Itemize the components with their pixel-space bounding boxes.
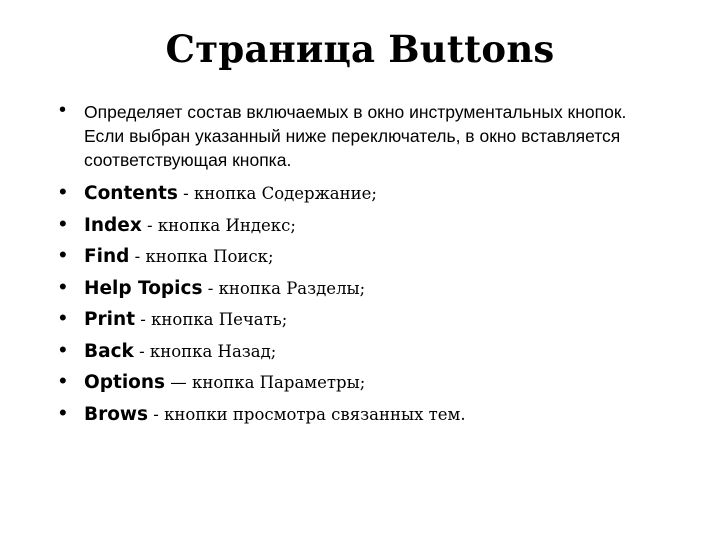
bullet-dot: • [59, 336, 67, 362]
button-name: Options [84, 372, 166, 393]
button-name: Find [84, 246, 130, 267]
bullet-item-back [0, 336, 720, 364]
bullet-dot: • [59, 273, 67, 299]
intro-bullet [0, 100, 720, 172]
button-description: - кнопка Разделы; [202, 278, 366, 298]
slide-title: Страница Buttons [165, 27, 555, 71]
button-description: - кнопка Индекс; [141, 215, 296, 235]
bullet-dot: • [59, 368, 67, 393]
bullet-item-contents [0, 181, 720, 206]
button-name: Contents [84, 183, 178, 204]
button-name: Back [84, 340, 134, 362]
bullet-dot: • [59, 305, 67, 330]
button-name: Print [84, 309, 136, 330]
bullet-dot: • [59, 179, 67, 204]
button-description: — кнопка Параметры; [165, 373, 366, 392]
intro-text: Определяет состав включаемых в окно инструментальных кнопок. Если выбран указанный ниже переключатель, в окно вставляется соответствующая кнопка. [84, 102, 627, 170]
bullet-item-brows [0, 399, 720, 427]
bullet-item-find [0, 244, 720, 269]
bullet-item-options [0, 370, 720, 395]
button-name: Index [84, 214, 142, 236]
bullet-dot: • [59, 242, 67, 267]
button-name: Brows [84, 403, 149, 425]
bullet-list [0, 100, 720, 433]
button-name: Help Topics [84, 277, 203, 299]
button-description: - кнопки просмотра связанных тем. [148, 404, 466, 424]
bullet-item-print [0, 307, 720, 332]
bullet-item-index [0, 210, 720, 238]
button-description: - кнопка Поиск; [129, 247, 274, 266]
bullet-item-help-topics [0, 273, 720, 301]
button-description: - кнопка Назад; [133, 341, 277, 361]
button-description: - кнопка Содержание; [177, 184, 377, 203]
bullet-dot: • [59, 399, 67, 425]
button-description: - кнопка Печать; [135, 310, 288, 329]
bullet-dot: • [59, 99, 67, 121]
bullet-dot: • [59, 210, 67, 236]
